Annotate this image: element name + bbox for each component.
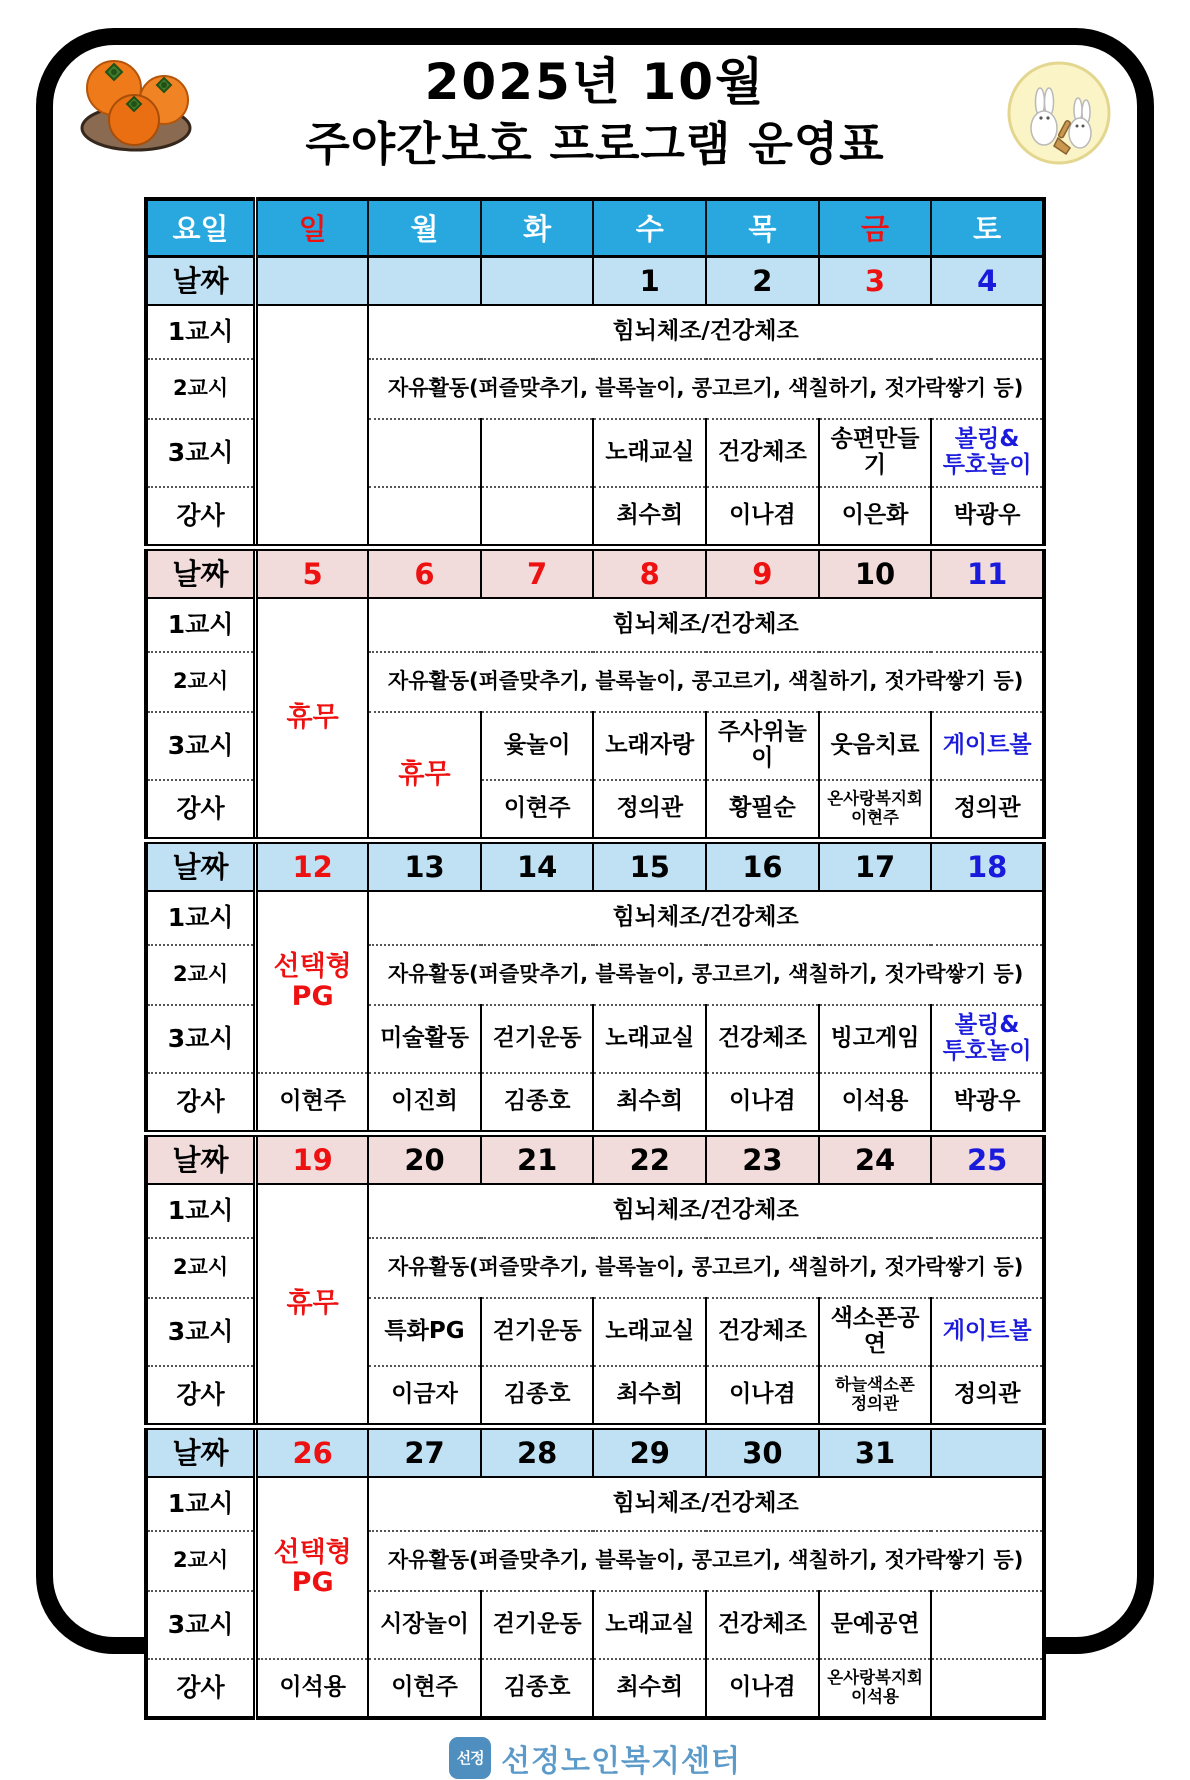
activity-cell xyxy=(931,1591,1044,1659)
row-label-cell: 날짜 xyxy=(146,256,256,305)
date-cell xyxy=(256,256,369,305)
center-logo: 선정 xyxy=(449,1737,491,1779)
activity-cell: 자유활동(퍼즐맞추기, 블록놀이, 콩고르기, 색칠하기, 젓가락쌓기 등) xyxy=(368,1531,1044,1591)
teacher-cell: 온사랑복지회 이현주 xyxy=(819,780,932,841)
date-cell: 6 xyxy=(368,547,481,598)
teacher-cell: 김종호 xyxy=(481,1659,594,1718)
date-cell xyxy=(368,256,481,305)
activity-cell: 웃음치료 xyxy=(819,712,932,780)
row-label-cell: 강사 xyxy=(146,1659,256,1718)
week-block-5 xyxy=(146,1426,1044,1718)
teacher-cell xyxy=(931,1659,1044,1718)
date-cell: 1 xyxy=(593,256,706,305)
activity-cell: 자유활동(퍼즐맞추기, 블록놀이, 콩고르기, 색칠하기, 젓가락쌓기 등) xyxy=(368,652,1044,712)
date-cell: 28 xyxy=(481,1426,594,1477)
weekday-header-cell: 목 xyxy=(706,199,819,257)
row-label-cell: 2교시 xyxy=(146,359,256,419)
p1-row xyxy=(146,305,1044,359)
title-program: 주야간보호 프로그램 운영표 xyxy=(305,117,885,171)
weekday-header-cell: 월 xyxy=(368,199,481,257)
activity-cell: 빙고게임 xyxy=(819,1005,932,1073)
activity-cell: 윷놀이 xyxy=(481,712,594,780)
activity-cell: 건강체조 xyxy=(706,419,819,487)
date-cell: 24 xyxy=(819,1133,932,1184)
teacher-cell: 이나겸 xyxy=(706,1073,819,1134)
teacher-cell: 이석용 xyxy=(819,1073,932,1134)
activity-cell: 힘뇌체조/건강체조 xyxy=(368,1184,1044,1238)
activity-cell: 노래교실 xyxy=(593,419,706,487)
date-cell: 30 xyxy=(706,1426,819,1477)
activity-cell: 노래자랑 xyxy=(593,712,706,780)
weekday-header-cell: 금 xyxy=(819,199,932,257)
schedule-table xyxy=(144,197,1046,1720)
teacher-cell: 이나겸 xyxy=(706,487,819,548)
teacher-cell: 이현주 xyxy=(481,780,594,841)
teacher-cell: 이나겸 xyxy=(706,1366,819,1427)
date-row xyxy=(146,1426,1044,1477)
row-label-cell: 2교시 xyxy=(146,652,256,712)
teacher-cell: 황필순 xyxy=(706,780,819,841)
date-cell: 3 xyxy=(819,256,932,305)
teacher-cell: 하늘색소폰 정의관 xyxy=(819,1366,932,1427)
teacher-cell: 최수희 xyxy=(593,1366,706,1427)
row-label-cell: 3교시 xyxy=(146,712,256,780)
activity-cell: 선택형 PG xyxy=(256,891,369,1073)
date-cell: 9 xyxy=(706,547,819,598)
activity-cell: 주사위놀이 xyxy=(706,712,819,780)
row-label-cell: 강사 xyxy=(146,487,256,548)
activity-cell: 특화PG xyxy=(368,1298,481,1366)
activity-cell: 건강체조 xyxy=(706,1298,819,1366)
row-label-cell: 1교시 xyxy=(146,891,256,945)
date-cell: 27 xyxy=(368,1426,481,1477)
activity-cell: 힘뇌체조/건강체조 xyxy=(368,305,1044,359)
date-cell: 15 xyxy=(593,840,706,891)
activity-cell: 노래교실 xyxy=(593,1298,706,1366)
teacher-cell: 정의관 xyxy=(931,1366,1044,1427)
p1-row xyxy=(146,1184,1044,1238)
week-block-1 xyxy=(146,256,1044,547)
activity-cell: 힘뇌체조/건강체조 xyxy=(368,598,1044,652)
teacher-cell: 이석용 xyxy=(256,1659,369,1718)
row-label-cell: 날짜 xyxy=(146,547,256,598)
full-moon-rabbits-illustration xyxy=(1006,60,1112,170)
activity-cell: 자유활동(퍼즐맞추기, 블록놀이, 콩고르기, 색칠하기, 젓가락쌓기 등) xyxy=(368,1238,1044,1298)
activity-cell: 건강체조 xyxy=(706,1005,819,1073)
date-cell: 17 xyxy=(819,840,932,891)
teacher-row xyxy=(146,1659,1044,1718)
activity-cell: 걷기운동 xyxy=(481,1298,594,1366)
date-cell: 26 xyxy=(256,1426,369,1477)
teacher-cell: 박광우 xyxy=(931,1073,1044,1134)
activity-cell xyxy=(256,305,369,548)
date-cell: 31 xyxy=(819,1426,932,1477)
date-cell: 22 xyxy=(593,1133,706,1184)
date-cell xyxy=(931,1426,1044,1477)
date-cell: 23 xyxy=(706,1133,819,1184)
activity-cell xyxy=(481,419,594,487)
p1-row xyxy=(146,598,1044,652)
date-row xyxy=(146,1133,1044,1184)
date-cell: 20 xyxy=(368,1133,481,1184)
teacher-cell: 정의관 xyxy=(593,780,706,841)
activity-cell: 문예공연 xyxy=(819,1591,932,1659)
activity-cell: 걷기운동 xyxy=(481,1591,594,1659)
date-cell: 25 xyxy=(931,1133,1044,1184)
weekday-header-cell: 일 xyxy=(256,199,369,257)
teacher-cell: 최수희 xyxy=(593,487,706,548)
date-cell: 8 xyxy=(593,547,706,598)
date-row xyxy=(146,840,1044,891)
date-cell: 29 xyxy=(593,1426,706,1477)
page-title xyxy=(60,50,1130,175)
date-cell: 19 xyxy=(256,1133,369,1184)
row-label-cell: 2교시 xyxy=(146,1531,256,1591)
row-label-cell: 3교시 xyxy=(146,1005,256,1073)
teacher-cell: 이금자 xyxy=(368,1366,481,1427)
date-cell: 12 xyxy=(256,840,369,891)
teacher-cell: 김종호 xyxy=(481,1073,594,1134)
row-label-cell: 1교시 xyxy=(146,1477,256,1531)
date-cell: 14 xyxy=(481,840,594,891)
date-cell: 16 xyxy=(706,840,819,891)
teacher-cell: 이진희 xyxy=(368,1073,481,1134)
persimmons-image xyxy=(72,46,204,158)
date-cell: 13 xyxy=(368,840,481,891)
teacher-cell: 온사랑복지회 이석용 xyxy=(819,1659,932,1718)
date-cell: 7 xyxy=(481,547,594,598)
row-label-cell: 1교시 xyxy=(146,598,256,652)
activity-cell: 시장놀이 xyxy=(368,1591,481,1659)
teacher-cell: 김종호 xyxy=(481,1366,594,1427)
activity-cell xyxy=(368,419,481,487)
week-block-3 xyxy=(146,840,1044,1133)
teacher-row xyxy=(146,1073,1044,1134)
teacher-cell: 이현주 xyxy=(256,1073,369,1134)
week-block-2 xyxy=(146,547,1044,840)
activity-cell: 걷기운동 xyxy=(481,1005,594,1073)
teacher-cell: 최수희 xyxy=(593,1659,706,1718)
date-cell: 4 xyxy=(931,256,1044,305)
teacher-cell: 이나겸 xyxy=(706,1659,819,1718)
activity-cell: 선택형 PG xyxy=(256,1477,369,1659)
teacher-cell: 박광우 xyxy=(931,487,1044,548)
row-label-cell: 3교시 xyxy=(146,1298,256,1366)
row-label-cell: 2교시 xyxy=(146,1238,256,1298)
date-cell xyxy=(481,256,594,305)
teacher-cell xyxy=(368,487,481,548)
date-row xyxy=(146,256,1044,305)
weekday-header-row xyxy=(146,199,1044,257)
date-cell: 21 xyxy=(481,1133,594,1184)
p1-row xyxy=(146,1477,1044,1531)
activity-cell: 휴무 xyxy=(368,712,481,841)
activity-cell: 힘뇌체조/건강체조 xyxy=(368,891,1044,945)
p1-row xyxy=(146,891,1044,945)
row-label-cell: 날짜 xyxy=(146,1133,256,1184)
activity-cell: 볼링& 투호놀이 xyxy=(931,1005,1044,1073)
activity-cell: 노래교실 xyxy=(593,1591,706,1659)
date-cell: 2 xyxy=(706,256,819,305)
date-cell: 18 xyxy=(931,840,1044,891)
activity-cell: 색소폰공연 xyxy=(819,1298,932,1366)
activity-cell: 힘뇌체조/건강체조 xyxy=(368,1477,1044,1531)
row-label-cell: 강사 xyxy=(146,1073,256,1134)
activity-cell: 게이트볼 xyxy=(931,712,1044,780)
activity-cell: 볼링& 투호놀이 xyxy=(931,419,1044,487)
row-label-cell: 날짜 xyxy=(146,840,256,891)
teacher-cell: 정의관 xyxy=(931,780,1044,841)
title-month: 2025년 10월 xyxy=(424,53,766,111)
center-name: 선정노인복지센터 xyxy=(501,1743,741,1779)
row-label-cell: 3교시 xyxy=(146,1591,256,1659)
date-cell: 5 xyxy=(256,547,369,598)
row-label-cell: 2교시 xyxy=(146,945,256,1005)
persimmons-illustration xyxy=(72,46,204,162)
activity-cell: 건강체조 xyxy=(706,1591,819,1659)
row-label-cell: 3교시 xyxy=(146,419,256,487)
date-cell: 10 xyxy=(819,547,932,598)
teacher-cell: 최수희 xyxy=(593,1073,706,1134)
activity-cell: 노래교실 xyxy=(593,1005,706,1073)
weekday-header-cell: 토 xyxy=(931,199,1044,257)
weekday-header-cell: 수 xyxy=(593,199,706,257)
teacher-cell: 이현주 xyxy=(368,1659,481,1718)
activity-cell: 게이트볼 xyxy=(931,1298,1044,1366)
row-label-cell: 1교시 xyxy=(146,1184,256,1238)
activity-cell: 자유활동(퍼즐맞추기, 블록놀이, 콩고르기, 색칠하기, 젓가락쌓기 등) xyxy=(368,945,1044,1005)
week-block-4 xyxy=(146,1133,1044,1426)
row-label-cell: 강사 xyxy=(146,780,256,841)
weekday-header-cell: 화 xyxy=(481,199,594,257)
row-label-cell: 날짜 xyxy=(146,1426,256,1477)
footer xyxy=(60,1736,1130,1780)
date-cell: 11 xyxy=(931,547,1044,598)
activity-cell: 휴무 xyxy=(256,1184,369,1427)
row-label-cell: 강사 xyxy=(146,1366,256,1427)
teacher-cell xyxy=(481,487,594,548)
weekday-header-cell: 요일 xyxy=(146,199,256,257)
activity-cell: 자유활동(퍼즐맞추기, 블록놀이, 콩고르기, 색칠하기, 젓가락쌓기 등) xyxy=(368,359,1044,419)
activity-cell: 휴무 xyxy=(256,598,369,841)
activity-cell: 송편만들기 xyxy=(819,419,932,487)
moon-rabbits-image xyxy=(1006,60,1112,166)
activity-cell: 미술활동 xyxy=(368,1005,481,1073)
row-label-cell: 1교시 xyxy=(146,305,256,359)
date-row xyxy=(146,547,1044,598)
sheet-content xyxy=(60,42,1130,1780)
teacher-cell: 이은화 xyxy=(819,487,932,548)
